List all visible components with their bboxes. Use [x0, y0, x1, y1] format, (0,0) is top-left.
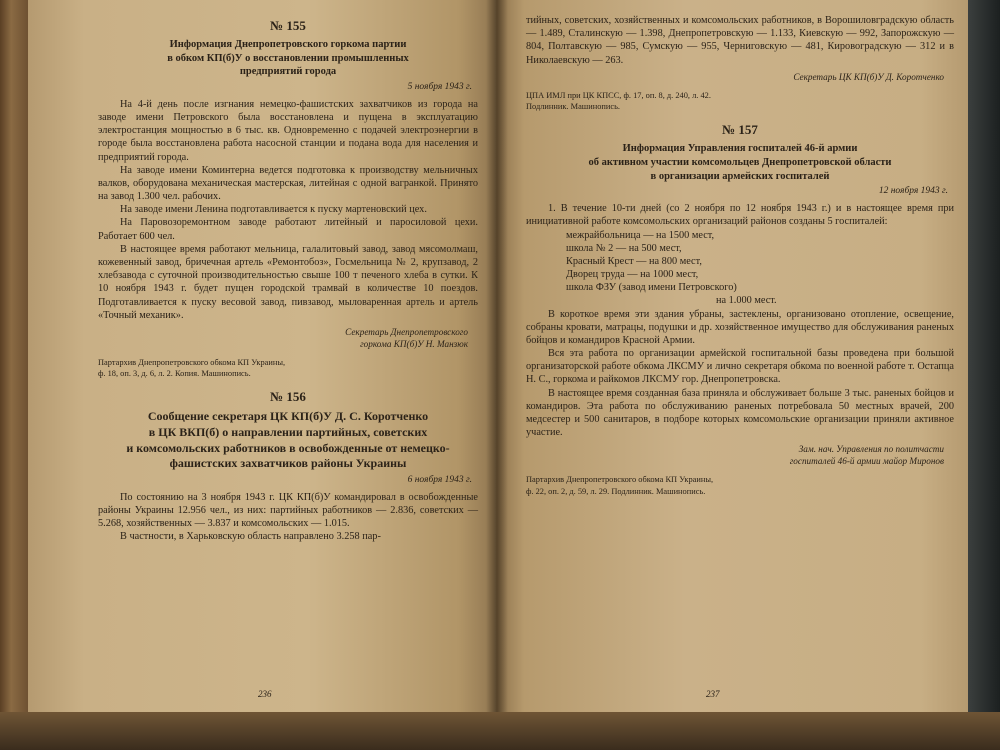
doc155-source: [98, 357, 478, 380]
hospital-list: [566, 229, 954, 308]
book-cover-edge: [968, 0, 1000, 715]
doc155-paragraph: На заводе имени Коминтерна ведется подготовка к производству мельничных валков, оборудована механическая мастерская, литейная с одной вагранкой. Принято на завод 1.300 чел. рабочих.: [98, 164, 478, 203]
doc155-number: № 155: [270, 18, 306, 33]
book-page-edges: [0, 0, 28, 750]
doc156-source: [526, 90, 954, 113]
doc156-paragraph: В частности, в Харьковскую область направлено 3.258 пар-: [120, 531, 381, 543]
doc157-paragraph: В настоящее время созданная база приняла и обслуживает больше 3 тыс. раненых бойцов и командиров. Эта работа по обслуживанию раненых потребовала 50 местных врачей, 200 медсестер и 500 санитаров, в подборе которых комсомольские организации приняли активное участие.: [526, 387, 954, 439]
doc157-signature: [526, 444, 944, 468]
doc155-paragraph: На заводе имени Ленина подготавливается к пуску мартеновский цех.: [120, 204, 427, 216]
doc155-heading-line: предприятий города: [239, 66, 337, 78]
source-line: Подлинник. Машинопись.: [526, 101, 620, 111]
page-number-right: 237: [706, 689, 720, 699]
doc156-continuation: тийных, советских, хозяйственных и комсомольских работников, в Ворошиловградскую область — 1.489, Сталинскую — 1.398, Днепропетровскую — 1.133, Киевскую — 992, Запорожскую — 804, Полтавскую — 985, Сумскую — 955, Черниговскую — 481, Кировоградскую — 312 и в Николаевскую — 263.: [526, 15, 954, 66]
doc155-paragraph: На 4-й день после изгнания немецко-фашистских захватчиков из города на заводе имени Петровского была восстановлена и пущена в эксплуатацию электростанция мощностью в 6 тыс. кв. Одновременно с подачей электроэнергии в городе была восстановлена работа насосной станции и подана вода для населения и предприятий города.: [98, 98, 478, 163]
signature-line: Секретарь Днепропетровского: [345, 326, 468, 337]
left-page: [28, 0, 496, 715]
signature-line: горкома КП(б)У Н. Манзюк: [360, 338, 468, 349]
doc155-heading-line: Информация Днепропетровского горкома партии: [169, 39, 407, 50]
signature-line: Зам. нач. Управления по политчасти: [798, 444, 944, 455]
source-line: ф. 22, оп. 2, д. 59, л. 29. Подлинник. Машинопись.: [526, 486, 706, 496]
doc156-heading-line: и комсомольских работников в освобожденные от немецко-: [126, 440, 450, 455]
doc156-number: № 156: [270, 389, 306, 405]
list-item: школа № 2 — на 500 мест,: [566, 242, 682, 254]
list-item: Красный Крест — на 800 мест,: [566, 255, 702, 267]
list-item: на 1.000 мест.: [716, 295, 777, 307]
list-item: Дворец труда — на 1000 мест,: [566, 269, 699, 281]
source-line: ф. 18, оп. 3, д. 6, л. 2. Копия. Машинопись.: [98, 369, 251, 379]
page-number-left: 236: [258, 689, 272, 699]
right-page: [496, 0, 968, 715]
doc156-heading-line: Сообщение секретаря ЦК КП(б)У Д. С. Коротченко: [147, 409, 429, 424]
doc156-paragraph: По состоянию на 3 ноября 1943 г. ЦК КП(б)У командировал в освобожденные районы Украины 12.956 чел., из них: партийных работников — 2.836, советских — 5.268, хозяйственных — 3.837 и комсомольских — 1.015.: [98, 491, 478, 530]
doc157-intro: 1. В течение 10-ти дней (со 2 ноября по 12 ноября 1943 г.) и в настоящее время при инициативной работе комсомольских организаций районов созданы 5 госпиталей:: [526, 203, 954, 228]
doc155-paragraph: На Паровозоремонтном заводе работают литейный и паросиловой цехи. Работает 600 чел.: [98, 217, 478, 242]
doc157-heading-line: Информация Управления госпиталей 46-й армии: [622, 143, 858, 155]
doc157-source: [526, 474, 954, 497]
doc157-date: 12 ноября 1943 г.: [878, 186, 948, 197]
doc157-paragraph: В короткое время эти здания убраны, застеклены, организовано отопление, освещение, собраны кровати, матрацы, подушки и др. хозяйственное имущество для обслуживания раненых бойцов и командиров Красной Армии.: [526, 308, 954, 346]
list-item: межрайбольница — на 1500 мест,: [566, 229, 715, 241]
doc155-heading-line: в обком КП(б)У о восстановлении промышленных: [167, 52, 409, 64]
doc155-signature: [98, 327, 468, 351]
doc155-paragraph: В настоящее время работают мельница, галалитовый завод, завод мясомолмаш, кожевенный завод, бричечная артель «Ремонтобоз», Госмельница № 2, крупзавод, 2 хлебзавода с суточной производительностью свыше 100 т печеного хлеба в сутки. К 10 ноября 1943 г. будет пущен городской трамвай в количестве 10 поездов. Подготавливается к пуску весовой завод, пивзавод, мыловаренная артель и артель «Точный механик».: [98, 243, 478, 321]
signature-line: госпиталей 46-й армии майор Миронов: [789, 456, 944, 467]
doc156-date: 6 ноября 1943 г.: [407, 474, 472, 485]
source-line: Партархив Днепропетровского обкома КП Украины,: [526, 475, 714, 485]
doc156-signature: Секретарь ЦК КП(б)У Д. Коротченко: [793, 71, 944, 82]
doc157-number: № 157: [722, 122, 758, 138]
book-bottom-edge: [0, 712, 1000, 750]
doc156-heading-line: фашистских захватчиков районы Украины: [169, 456, 407, 471]
source-line: ЦПА ИМЛ при ЦК КПСС, ф. 17, оп. 8, д. 240, л. 42.: [526, 90, 711, 100]
doc155-heading: [98, 38, 478, 79]
doc157-heading-line: об активном участии комсомольцев Днепропетровской области: [588, 156, 892, 168]
book-gutter: [486, 0, 508, 715]
doc155-date: 5 ноября 1943 г.: [407, 81, 472, 92]
doc157-paragraph: Вся эта работа по организации армейской госпитальной базы проведена при большой организаторской работе обкома ЛКСМУ и лично секретаря обкома по военной работе т. Остапца Н. С., горкома и райкомов ЛКСМУ гор. Днепропетровска.: [526, 348, 954, 386]
doc156-heading-line: в ЦК ВКП(б) о направлении партийных, советских: [148, 425, 428, 440]
list-item: школа ФЗУ (завод имени Петровского): [566, 282, 737, 294]
source-line: Партархив Днепропетровского обкома КП Украины,: [98, 357, 286, 367]
doc156-heading: [98, 409, 478, 471]
doc157-heading-line: в организации армейских госпиталей: [650, 170, 830, 182]
doc157-heading: [526, 142, 954, 183]
